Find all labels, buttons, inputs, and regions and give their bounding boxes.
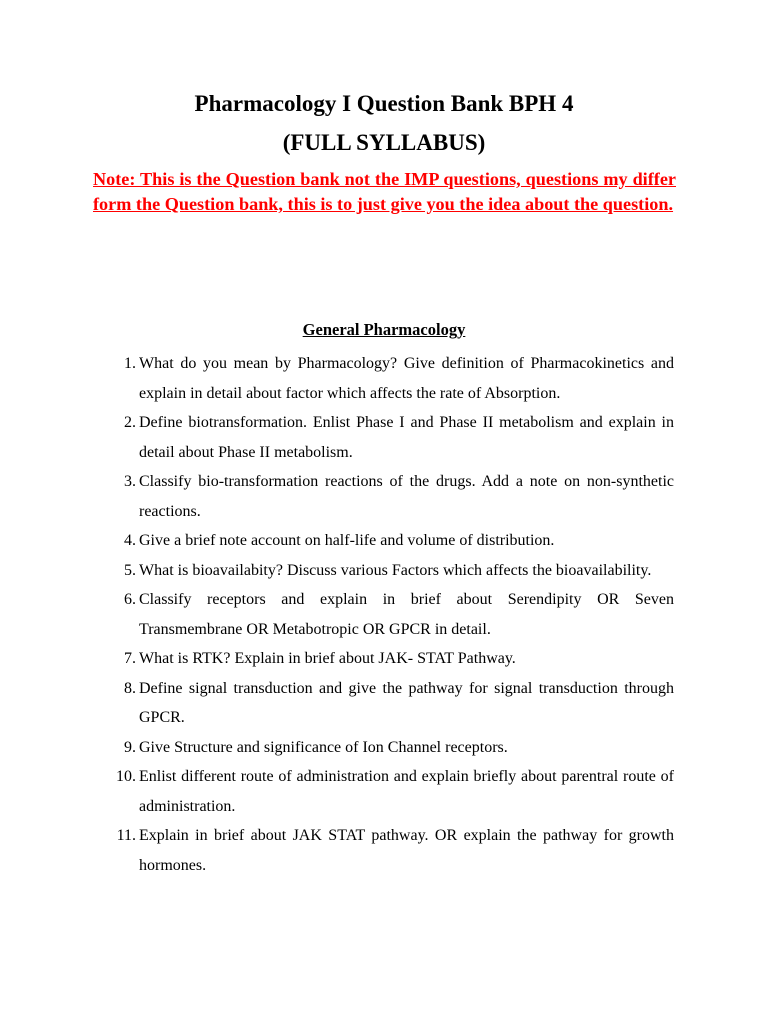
question-item (0, 644, 768, 674)
question-number: 7. (124, 650, 136, 667)
question-text: Enlist different route of administration and explain briefly about parentral route of administration. (139, 768, 674, 815)
question-item (0, 408, 768, 467)
question-number: 6. (124, 591, 136, 608)
question-text: Give Structure and significance of Ion Channel receptors. (139, 738, 508, 756)
question-number: 9. (124, 738, 136, 756)
question-number: 10. (116, 768, 136, 785)
document-subtitle: (FULL SYLLABUS) (282, 130, 486, 155)
question-item (0, 821, 768, 880)
question-item (0, 467, 768, 526)
question-item (0, 526, 768, 556)
section-heading: General Pharmacology (302, 320, 466, 339)
disclaimer-note: Note: This is the Question bank not the IMP questions, questions my differ form the Question bank, this is to just give you the idea about the question. (93, 169, 676, 214)
question-text: What is RTK? Explain in brief about JAK- STAT Pathway. (139, 650, 516, 667)
question-text: Define biotransformation. Enlist Phase I and Phase II metabolism and explain in detail about Phase II metabolism. (139, 414, 674, 461)
document-title: Pharmacology I Question Bank BPH 4 (194, 91, 574, 116)
question-item (0, 585, 768, 644)
question-list (0, 349, 768, 880)
question-number: 2. (124, 414, 136, 431)
question-number: 4. (124, 532, 136, 549)
question-text: Classify bio-transformation reactions of the drugs. Add a note on non-synthetic reactions. (139, 473, 674, 520)
question-text: Explain in brief about JAK STAT pathway. OR explain the pathway for growth hormones. (139, 827, 674, 874)
question-text: Define signal transduction and give the pathway for signal transduction through GPCR. (139, 679, 674, 726)
question-number: 11. (116, 827, 136, 844)
question-item (0, 556, 768, 586)
question-number: 5. (124, 561, 136, 579)
question-item (0, 349, 768, 408)
question-number: 3. (124, 473, 136, 490)
question-text: What is bioavailabity? Discuss various Factors which affects the bioavailability. (139, 561, 652, 579)
question-item (0, 762, 768, 821)
question-number: 8. (124, 679, 136, 697)
question-item (0, 674, 768, 733)
question-text: Classify receptors and explain in brief about Serendipity OR Seven Transmembrane OR Metabotropic OR GPCR in detail. (139, 591, 674, 638)
question-number: 1. (124, 355, 136, 372)
question-item (0, 733, 768, 763)
question-text: Give a brief note account on half-life and volume of distribution. (139, 532, 555, 549)
question-text: What do you mean by Pharmacology? Give definition of Pharmacokinetics and explain in detail about factor which affects the rate of Absorption. (139, 355, 674, 402)
